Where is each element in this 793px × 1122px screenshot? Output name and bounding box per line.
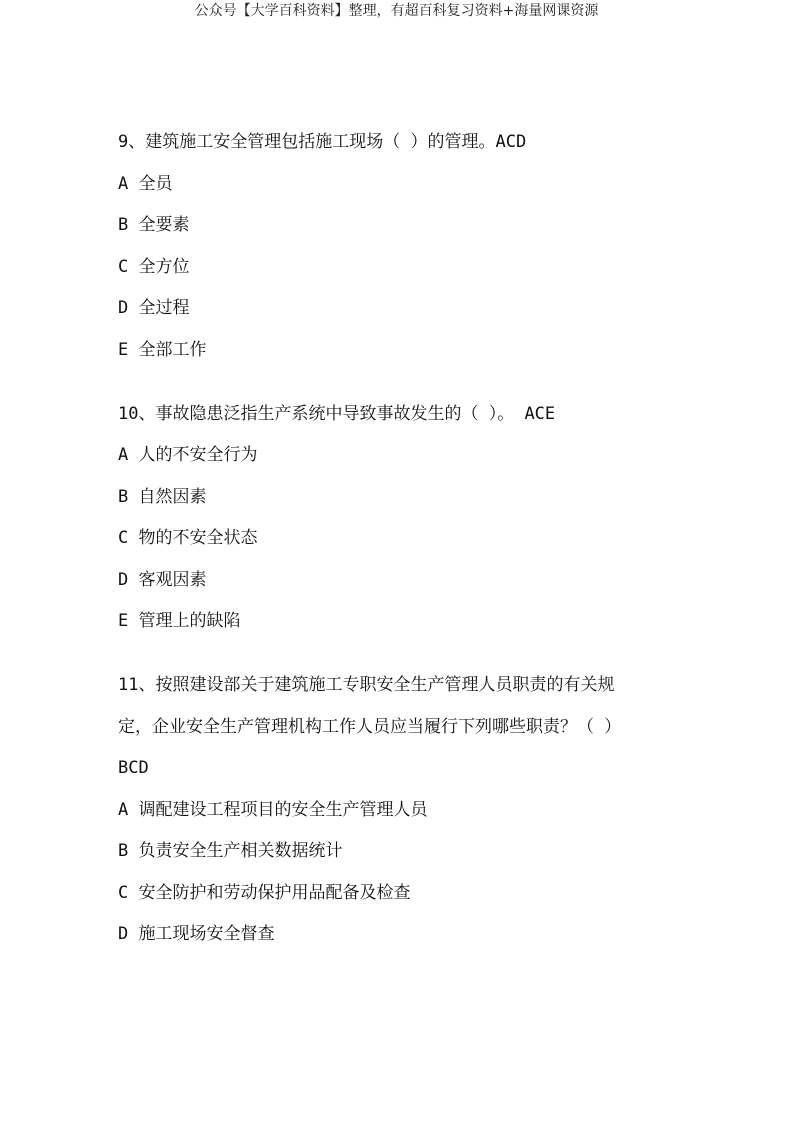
question-stem-line-1: 11、按照建设部关于建筑施工专职安全生产管理人员职责的有关规 [118,675,615,695]
option-b: B 负责安全生产相关数据统计 [118,841,343,861]
option-e: E 管理上的缺陷 [118,611,241,631]
option-c: C 全方位 [118,256,190,277]
option-e: E 全部工作 [118,339,207,360]
option-c: C 物的不安全状态 [118,528,258,548]
option-c: C 安全防护和劳动保护用品配备及检查 [118,882,411,903]
option-b: B 自然因素 [118,486,207,507]
question-list [118,131,678,945]
question-stem-line-2: 定，企业安全生产管理机构工作人员应当履行下列哪些职责？（ ） [118,716,622,737]
option-d: D 全过程 [118,298,190,318]
question-stem: 9、建筑施工安全管理包括施工现场（ ）的管理。ACD [118,132,527,152]
question-9 [118,131,678,361]
question-11 [118,674,678,945]
option-d: D 施工现场安全督查 [118,924,275,944]
question-10 [118,403,678,633]
page-header: 公众号【大学百科资料】整理，有超百科复习资料+海量网课资源 [194,3,599,19]
option-a: A 调配建设工程项目的安全生产管理人员 [118,799,428,820]
question-answer: BCD [118,758,149,778]
option-a: A 全员 [118,173,173,194]
option-b: B 全要素 [118,215,190,235]
option-d: D 客观因素 [118,569,207,590]
question-stem: 10、事故隐患泛指生产系统中导致事故发生的（ ）。 ACE [118,403,556,424]
option-a: A 人的不安全行为 [118,445,258,465]
